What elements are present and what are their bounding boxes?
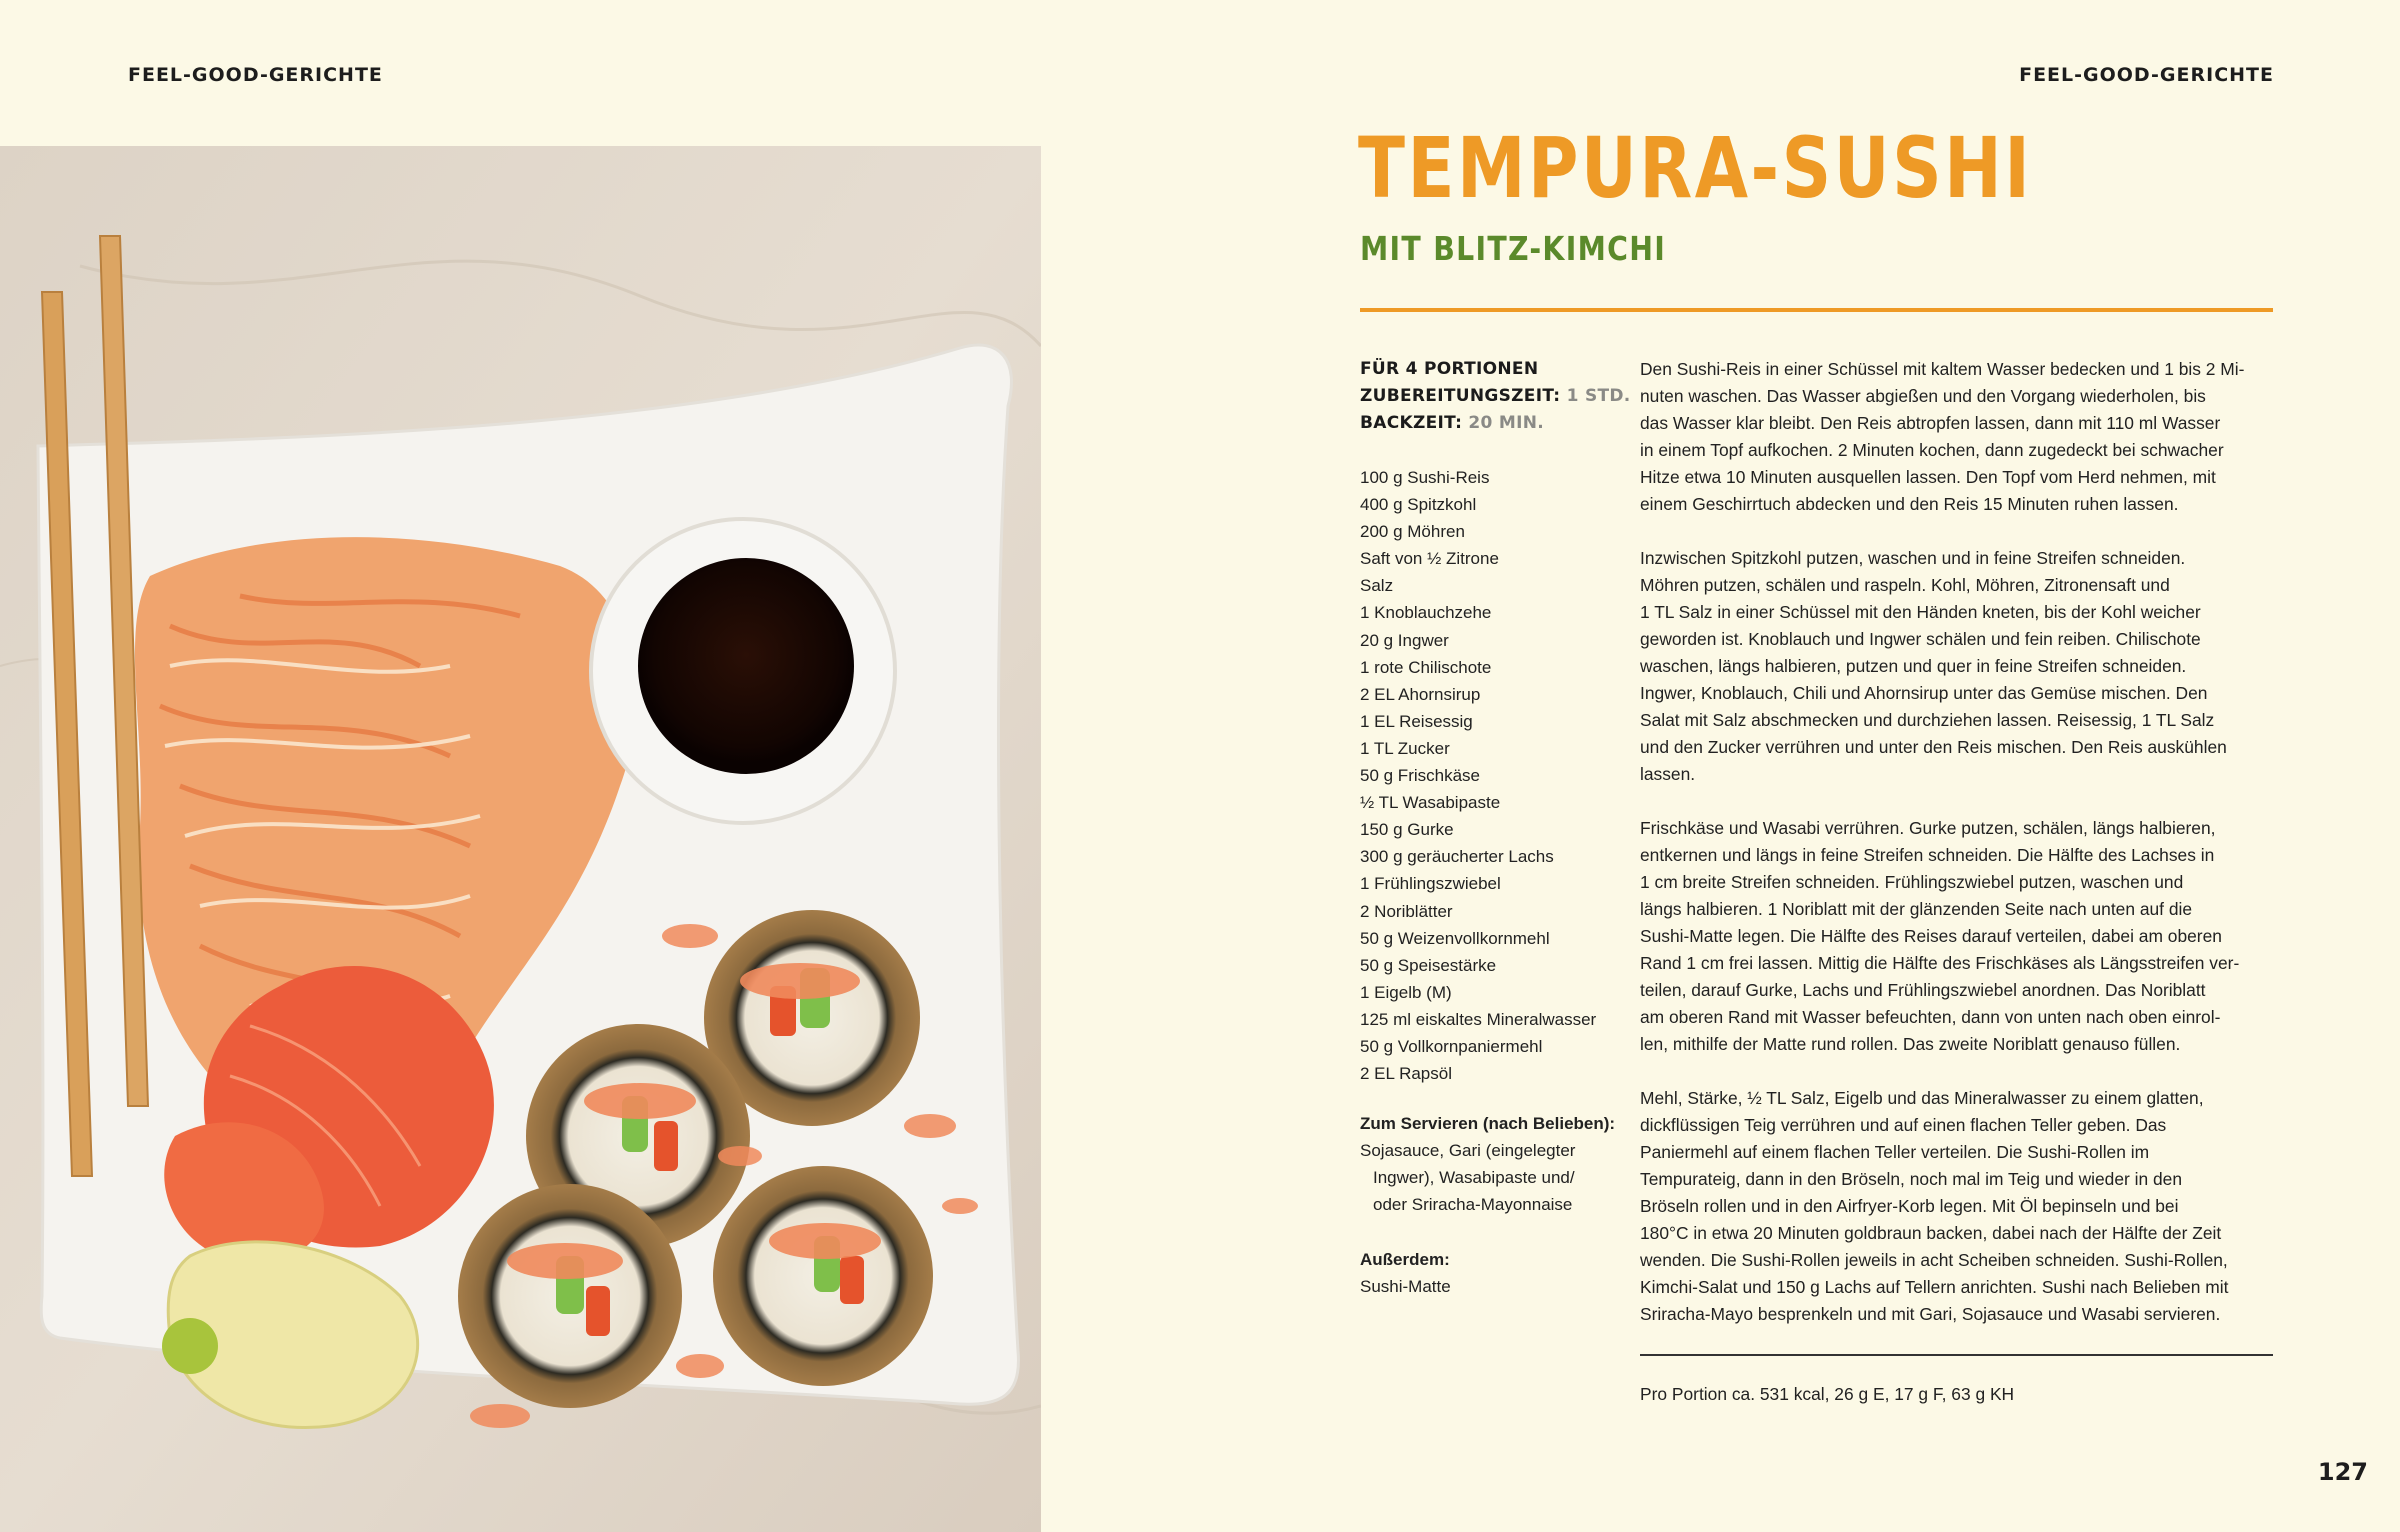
ingredient-item: ½ TL Wasabipaste [1360,793,1501,813]
recipe-meta [1360,356,1640,437]
method-line: 1 TL Salz in einer Schüssel mit den Händen kneten, bis der Kohl weicher [1640,602,2201,622]
extra-line: Sushi-Matte [1360,1277,1451,1296]
prep-time-value: 1 STD. [1566,386,1631,406]
method-line: Mehl, Stärke, ½ TL Salz, Eigelb und das Mineralwasser zu einem glatten, [1640,1088,2204,1108]
method-line: wenden. Die Sushi-Rollen jeweils in acht Scheiben schneiden. Sushi-Rollen, [1640,1250,2228,1270]
ingredient-item: 50 g Speisestärke [1360,955,1497,975]
method-line: nuten waschen. Das Wasser abgießen und den Vorgang wiederholen, bis [1640,386,2206,406]
method-line: das Wasser klar bleibt. Den Reis abtropfen lassen, dann mit 110 ml Wasser [1640,413,2221,433]
ingredient-item: 400 g Spitzkohl [1360,495,1477,515]
method-line: waschen, längs halbieren, putzen und quer in feine Streifen schneiden. [1640,656,2187,676]
ingredient-item: 200 g Möhren [1360,522,1465,542]
extra-heading: Außerdem: [1360,1250,1450,1269]
servings-line [1360,356,1640,383]
method-line: am oberen Rand mit Wasser befeuchten, dann von unten nach oben einrol- [1640,1007,2221,1027]
ingredient-item: 150 g Gurke [1360,820,1454,840]
method-line: in einem Topf aufkochen. 2 Minuten kochen, dann zugedeckt bei schwacher [1640,440,2224,460]
ingredient-item: Saft von ½ Zitrone [1360,549,1499,569]
method-line: Ingwer, Knoblauch, Chili und Ahornsirup unter das Gemüse mischen. Den [1640,683,2208,703]
method-line: Paniermehl auf einem flachen Teller verteilen. Die Sushi-Rollen im [1640,1142,2150,1162]
extra-equipment [1360,1246,1640,1300]
method-step-4 [1640,1085,2273,1328]
method-line: geworden ist. Knoblauch und Ingwer schälen und fein reiben. Chilischote [1640,629,2201,649]
recipe-photo [0,146,1041,1532]
ingredient-item: 1 rote Chilischote [1360,657,1492,677]
ingredient-item: 100 g Sushi-Reis [1360,468,1490,487]
nutrition-divider [1640,1354,2273,1356]
method-line: Inzwischen Spitzkohl putzen, waschen und in feine Streifen schneiden. [1640,548,2186,568]
method-line: einem Geschirrtuch abdecken und den Reis 15 Minuten ruhen lassen. [1640,494,2179,514]
method-line: Sushi-Matte legen. Die Hälfte des Reises darauf verteilen, dabei am oberen [1640,926,2222,946]
ingredient-item: 1 TL Zucker [1360,738,1450,758]
method-line: Bröseln rollen und in den Airfryer-Korb legen. Mit Öl bepinseln und bei [1640,1196,2179,1216]
method-step-2 [1640,545,2273,788]
ingredient-item: 125 ml eiskaltes Mineralwasser [1360,1009,1597,1029]
recipe-subtitle: MIT BLITZ-KIMCHI [1360,229,1667,268]
method-line: und den Zucker verrühren und unter den Reis mischen. Den Reis auskühlen [1640,737,2227,757]
method-line: Tempurateig, dann in den Bröseln, noch mal im Teig und wieder in den [1640,1169,2183,1189]
ingredient-item: 1 EL Reisessig [1360,711,1473,731]
method-text [1640,356,2273,1355]
recipe-title: TEMPURA-SUSHI [1358,119,2033,217]
page-number: 127 [2317,1458,2368,1486]
ingredient-item: Salz [1360,576,1394,596]
method-line: Hitze etwa 10 Minuten ausquellen lassen. Den Topf vom Herd nehmen, mit [1640,467,2216,487]
method-line: teilen, darauf Gurke, Lachs und Frühlingszwiebel anordnen. Das Noriblatt [1640,980,2206,1000]
ingredient-item: 2 EL Rapsöl [1360,1064,1452,1084]
bake-time-line [1360,410,1640,437]
method-line: len, mithilfe der Matte rund rollen. Das zweite Noriblatt genauso füllen. [1640,1034,2181,1054]
method-line: lassen. [1640,764,1696,784]
method-line: Sriracha-Mayo besprenkeln und mit Gari, Sojasauce und Wasabi servieren. [1640,1304,2221,1324]
method-line: 1 cm breite Streifen schneiden. Frühlingszwiebel putzen, waschen und [1640,872,2184,892]
nutrition-info: Pro Portion ca. 531 kcal, 26 g E, 17 g F, 63 g KH [1640,1384,2015,1404]
method-line: Salat mit Salz abschmecken und durchziehen lassen. Reisessig, 1 TL Salz [1640,710,2215,730]
running-head-right: FEEL-GOOD-GERICHTE [2019,64,2274,86]
method-line: entkernen und längs in feine Streifen schneiden. Die Hälfte des Lachses in [1640,845,2215,865]
ingredient-item: 50 g Vollkornpaniermehl [1360,1036,1543,1056]
serving-heading: Zum Servieren (nach Belieben): [1360,1114,1616,1133]
method-step-3 [1640,815,2273,1058]
serving-line: Ingwer), Wasabipaste und/ [1373,1168,1575,1188]
title-divider [1360,308,2273,312]
serving-line: Sojasauce, Gari (eingelegter [1360,1141,1576,1160]
method-line: Frischkäse und Wasabi verrühren. Gurke putzen, schälen, längs halbieren, [1640,818,2216,838]
ingredient-item: 300 g geräucherter Lachs [1360,847,1554,867]
ingredient-item: 50 g Frischkäse [1360,766,1480,786]
ingredient-item: 1 Frühlingszwiebel [1360,874,1501,894]
ingredient-item: 2 EL Ahornsirup [1360,684,1481,704]
ingredient-list [1360,464,1640,1087]
ingredient-item: 1 Eigelb (M) [1360,982,1452,1002]
ingredient-item: 2 Noriblätter [1360,901,1453,921]
method-line: dickflüssigen Teig verrühren und auf einen flachen Teller geben. Das [1640,1115,2167,1135]
serving-suggestions [1360,1110,1660,1218]
method-line: Den Sushi-Reis in einer Schüssel mit kaltem Wasser bedecken und 1 bis 2 Mi- [1640,359,2245,379]
method-line: 180°C in etwa 20 Minuten goldbraun backen, dabei nach der Hälfte der Zeit [1640,1223,2222,1243]
ingredient-item: 1 Knoblauchzehe [1360,603,1492,623]
method-step-1 [1640,356,2273,518]
prep-time-line [1360,383,1640,410]
bake-time-label: BACKZEIT: [1360,413,1463,433]
method-line: Rand 1 cm frei lassen. Mittig die Hälfte des Frischkäses als Längsstreifen ver- [1640,953,2240,973]
ingredient-item: 50 g Weizenvollkornmehl [1360,928,1550,948]
method-line: Möhren putzen, schälen und raspeln. Kohl, Möhren, Zitronensaft und [1640,575,2170,595]
method-line: Kimchi-Salat und 150 g Lachs auf Tellern anrichten. Sushi nach Belieben mit [1640,1277,2229,1297]
serving-line: oder Sriracha-Mayonnaise [1373,1195,1573,1215]
method-line: längs halbieren. 1 Noriblatt mit der glänzenden Seite nach unten auf die [1640,899,2193,919]
prep-time-label: ZUBEREITUNGSZEIT: [1360,386,1561,406]
servings-label: FÜR 4 PORTIONEN [1360,359,1539,379]
ingredient-item: 20 g Ingwer [1360,630,1449,650]
running-head-left: FEEL-GOOD-GERICHTE [128,64,383,86]
bake-time-value: 20 MIN. [1468,413,1545,433]
